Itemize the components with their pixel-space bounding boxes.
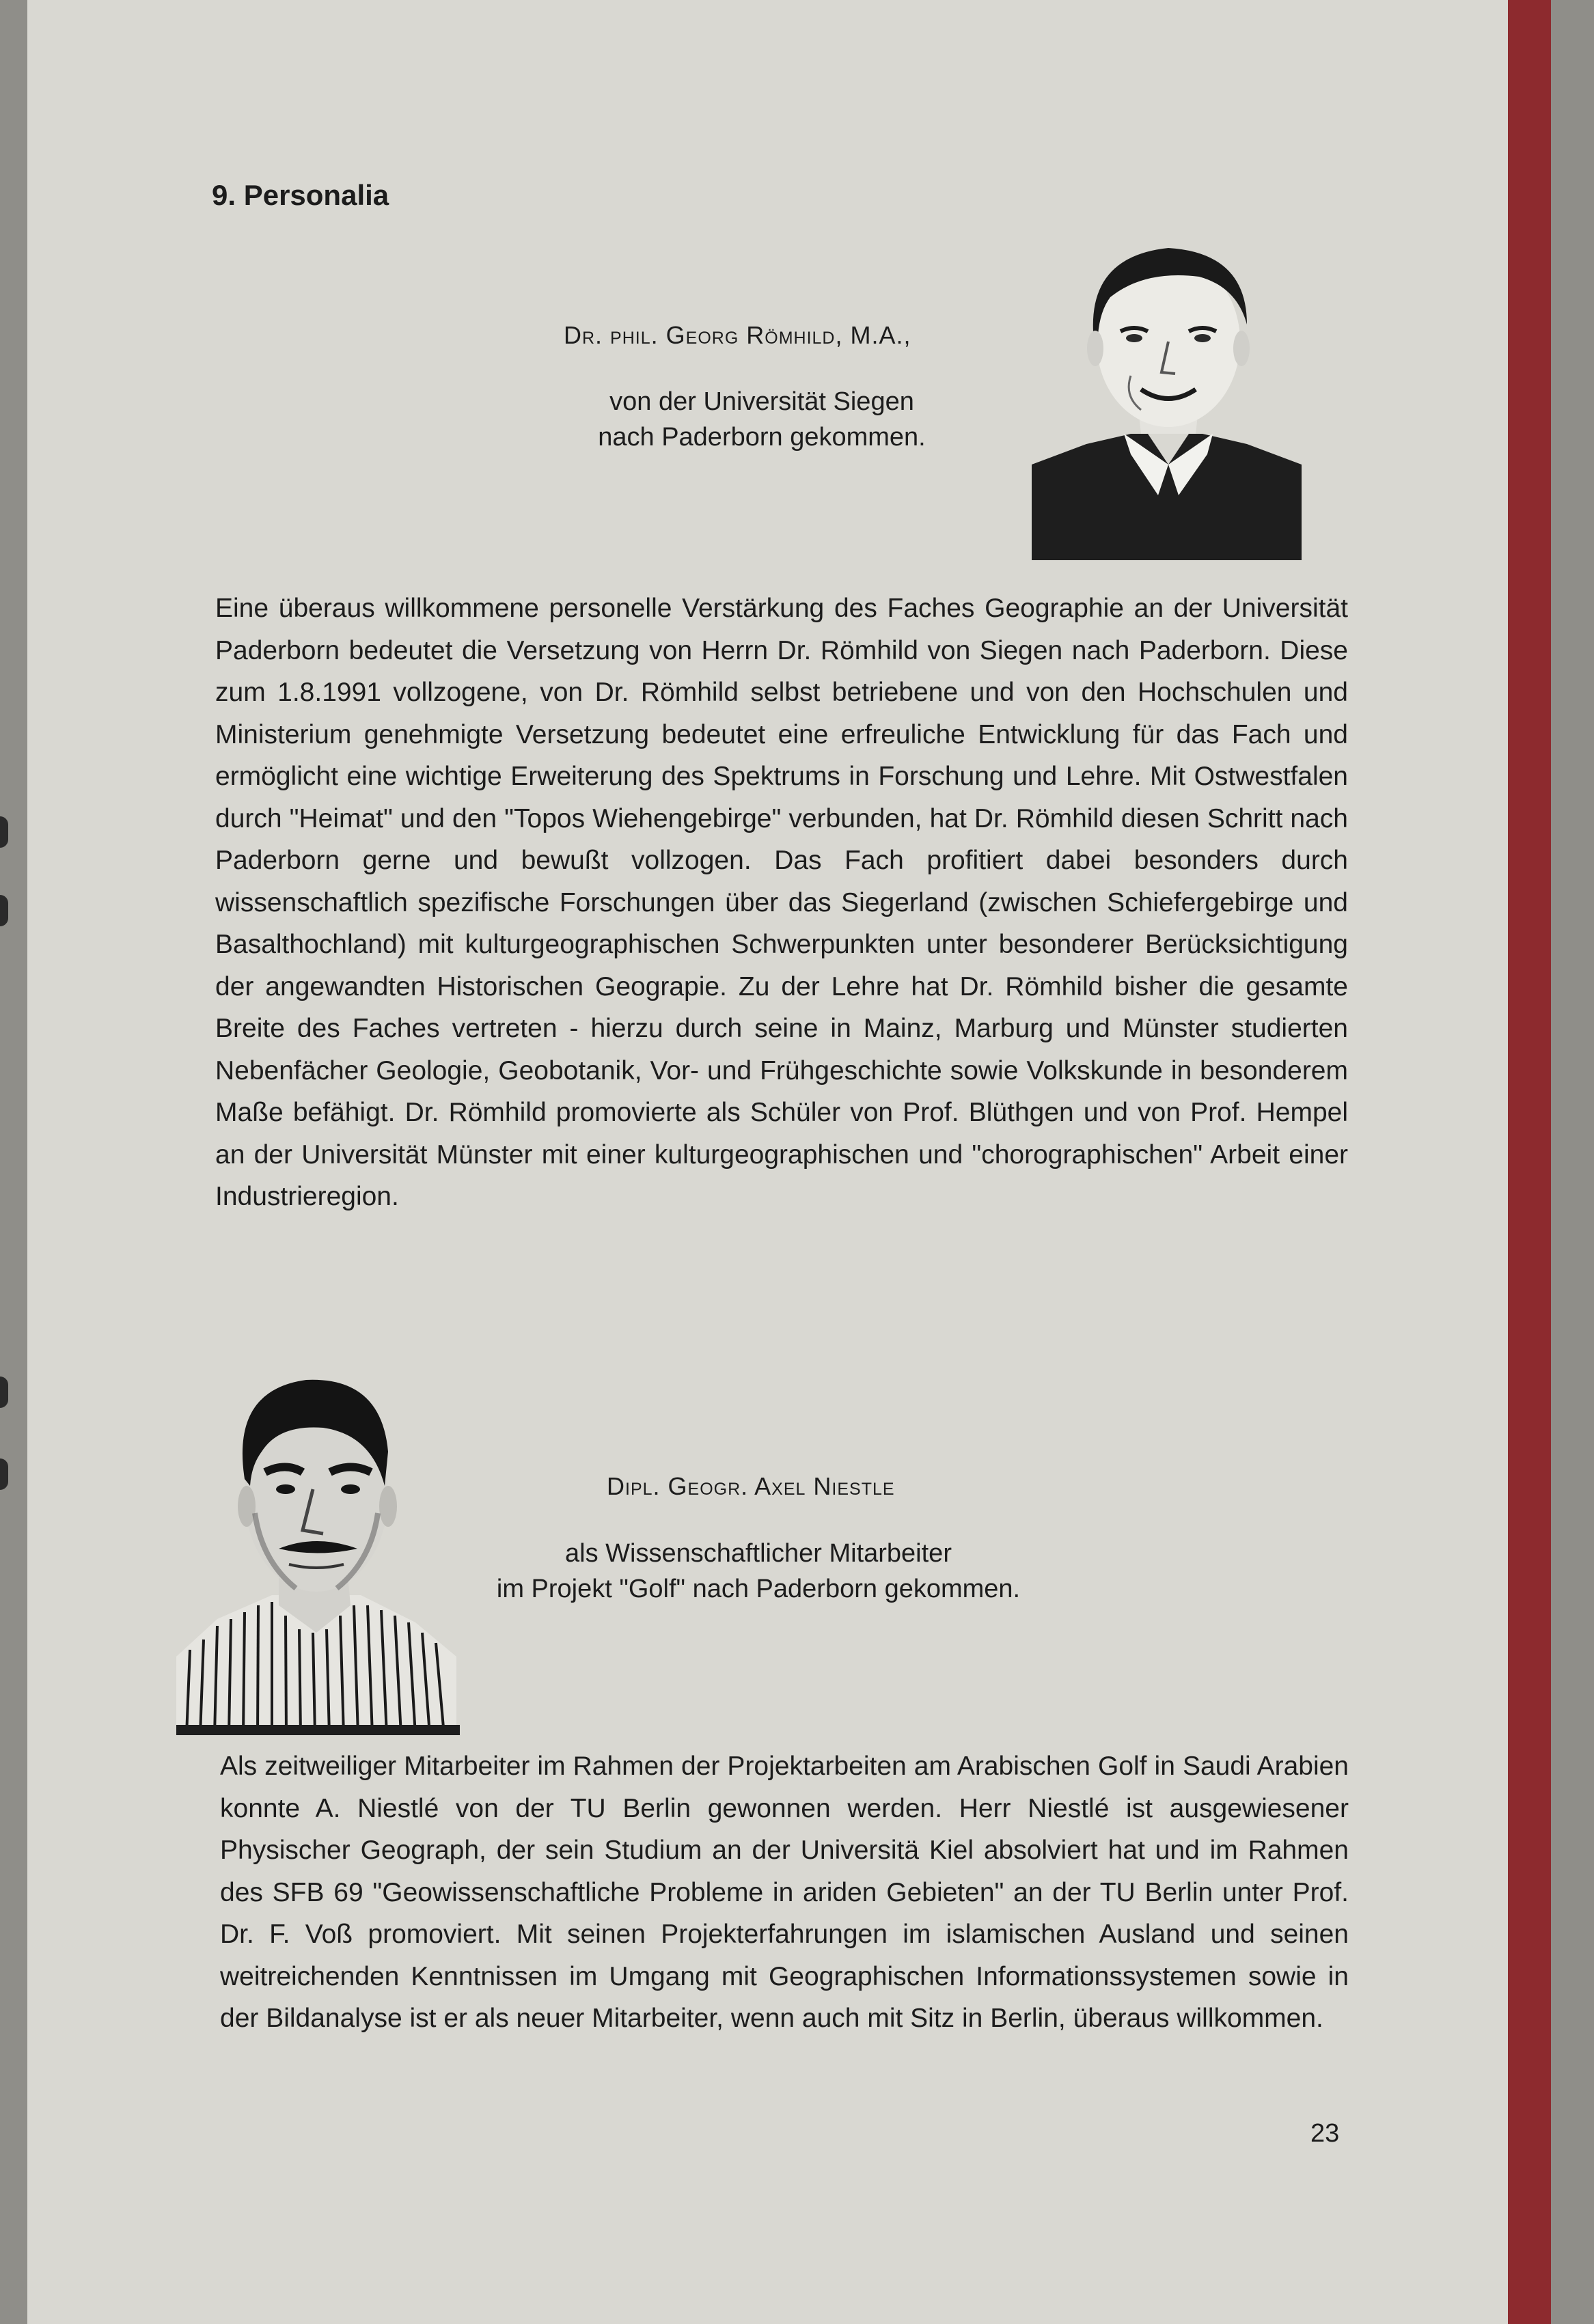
person1-body-paragraph: Eine überaus willkommene personelle Verstärkung des Faches Geographie an der Universität Paderborn bedeutet die Versetzung von Herrn Dr. Römhild von Siegen nach Paderborn. Diese zum 1.8.1991 vollzogene, von Dr. Römhild selbst betriebene und von den Hochschulen und Ministerium genehmigte Versetzung bedeutet eine erfreuliche Entwicklung für das Fach und ermöglicht eine wichtige Erweiterung des Spektrums in Forschung und Lehre. Mit Ostwestfalen durch "Heimat" und den "Topos Wiehengebirge" verbunden, hat Dr. Römhild diesen Schritt nach Paderborn gerne und bewußt vollzogen. Das Fach profitiert dabei besonders durch wissenschaftlich spezifische Forschungen über das Siegerland (zwischen Schiefergebirge und Basalthochland) mit kulturgeographischen Schwerpunkten unter besonderer Berücksichtigung der angewandten Historischen Geograpie. Zu der Lehre hat Dr. Römhild bisher die gesamte Breite des Faches vertreten - hierzu durch seine in Mainz, Marburg und Münster studierten Nebenfächer Geologie, Geobotanik, Vor- und Frühgeschichte sowie Volkskunde in besonderem Maße befähigt. Dr. Römhild promovierte als Schüler von Prof. Blüthgen und von Prof. Hempel an der Universität Münster mit einer kulturgeographischen und "chorographischen" Arbeit einer Industrieregion. [215,594,1348,1211]
person1-name: Dr. phil. Georg Römhild, M.A., [564,321,911,349]
section-heading: 9. Personalia [212,179,389,211]
person2-caption-line2: im Projekt "Golf" nach Paderborn gekommen. [496,1575,1021,1603]
person2-name: Dipl. Geogr. Axel Niestle [607,1472,895,1500]
person1-portrait-photo [1028,229,1305,560]
document-page [27,0,1551,2324]
person2-caption-line1: als Wissenschaftlicher Mitarbeiter [565,1539,952,1568]
binding-hole [0,1377,8,1408]
person2-portrait-photo [176,1370,460,1735]
binding-hole [0,1458,8,1490]
person1-caption-line2: nach Paderborn gekommen. [598,423,926,452]
person1-caption-line1: von der Universität Siegen [609,387,914,416]
person2-body-paragraph: Als zeitweiliger Mitarbeiter im Rahmen der Projektarbeiten am Arabischen Golf in Saudi Arabien konnte A. Niestlé von der TU Berlin gewonnen werden. Herr Niestlé ist ausgewiesener Physischer Geograph, der sein Studium an der Universitä Kiel absolviert hat und im Rahmen des SFB 69 "Geowissenschaftliche Probleme in ariden Gebieten" an der TU Berlin unter Prof. Dr. F. Voß promoviert. Mit seinen Projekterfahrungen im islamischen Ausland und seinen weitreichenden Kenntnissen im Umgang mit Geographischen Informationssystemen sowie in der Bildanalyse ist er als neuer Mitarbeiter, wenn auch mit Sitz in Berlin, überaus willkommen. [220,1752,1349,2033]
binding-hole [0,816,8,848]
person2-caption [471,1536,1045,1607]
page-number: 23 [1310,2119,1340,2148]
person1-caption [560,384,963,455]
red-cover-edge [1508,0,1551,2324]
binding-hole [0,895,8,926]
